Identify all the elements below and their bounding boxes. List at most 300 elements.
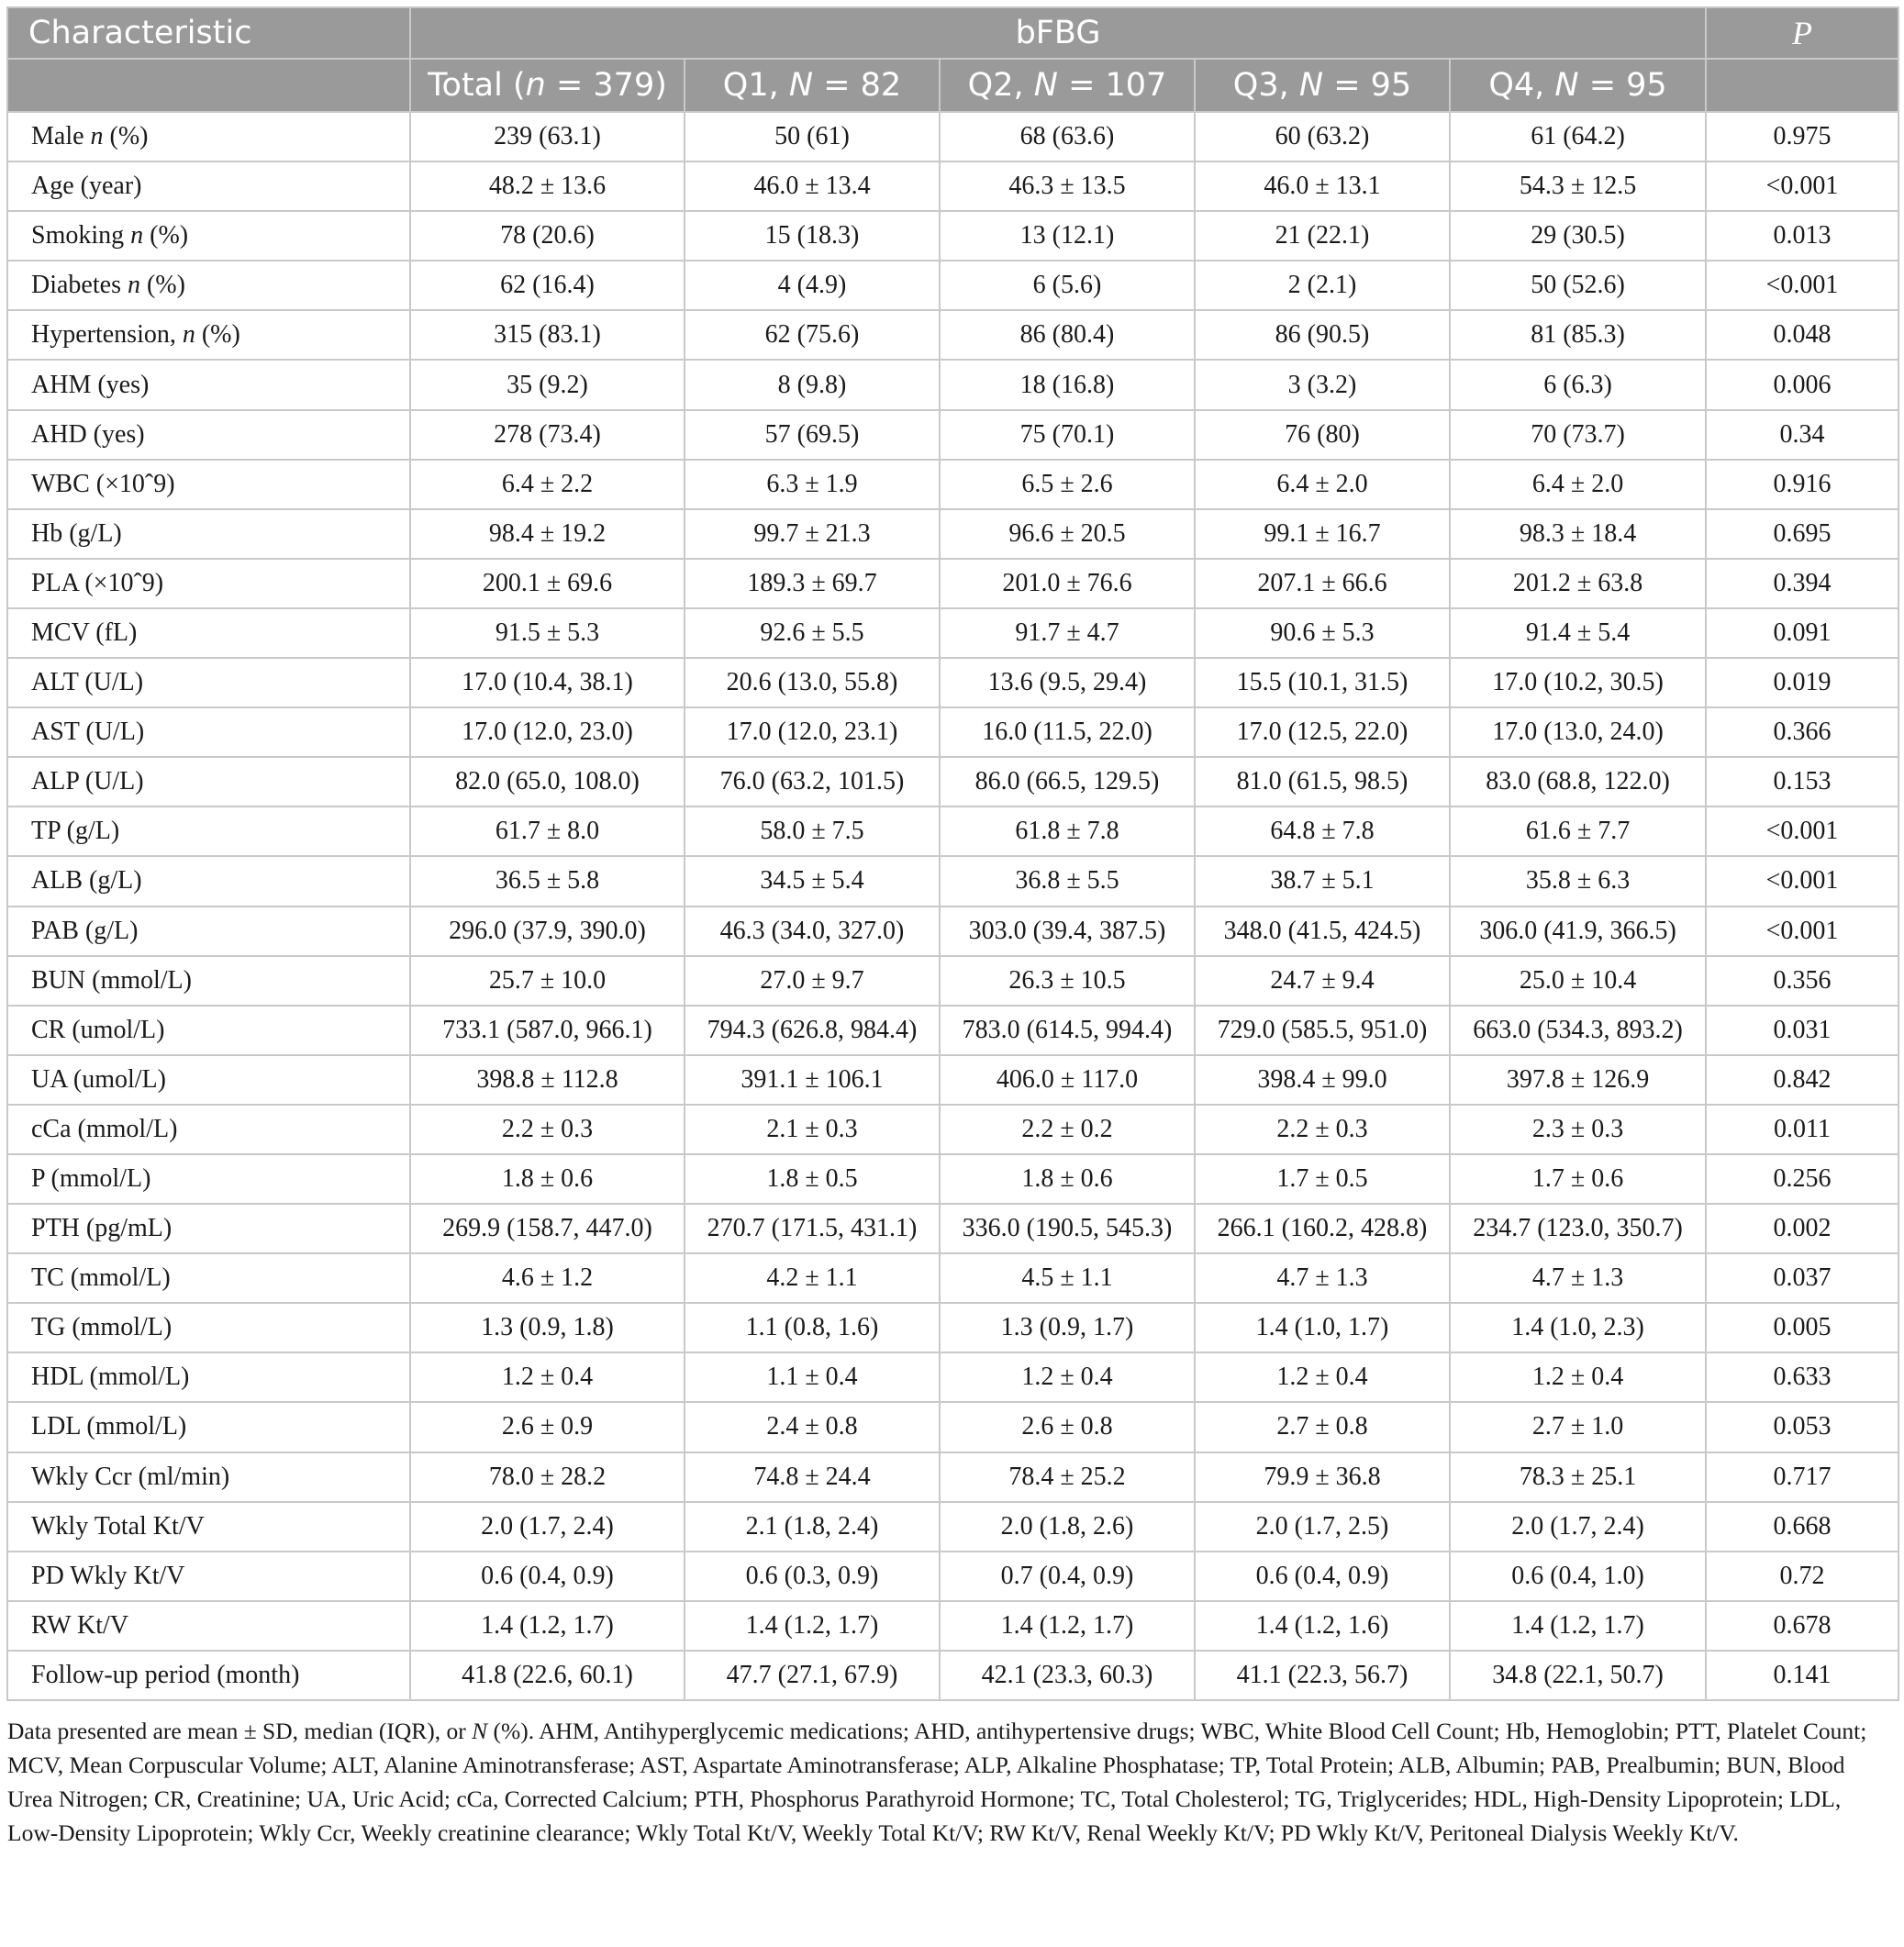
row-label: [7, 1502, 410, 1552]
row-label-text: MCV (fL): [31, 617, 138, 647]
row-label-text: HDL (mmol/L): [31, 1363, 190, 1392]
row-label-text: ALT (U/L): [31, 668, 144, 697]
cell-q1: 189.3 ± 69.7: [685, 559, 940, 608]
cell-q2: 13.6 (9.5, 29.4): [940, 658, 1195, 707]
table-row: [7, 1601, 1898, 1651]
row-label: [7, 1402, 410, 1452]
cell-total: 41.8 (22.6, 60.1): [410, 1651, 685, 1700]
cell-p-value: <0.001: [1706, 856, 1898, 906]
cell-q3: 2.7 ± 0.8: [1195, 1402, 1450, 1452]
table-row: [7, 261, 1898, 310]
cell-total: 733.1 (587.0, 966.1): [410, 1006, 685, 1055]
cell-q1: 6.3 ± 1.9: [685, 460, 940, 509]
column-header-q3: Q3, N = 95: [1195, 59, 1450, 112]
cell-total: 78.0 ± 28.2: [410, 1452, 685, 1502]
row-label-text: TC (mmol/L): [31, 1263, 171, 1293]
cell-total: 1.8 ± 0.6: [410, 1154, 685, 1204]
row-label-text: Follow-up period (month): [31, 1660, 300, 1689]
cell-p-value: 0.141: [1706, 1651, 1898, 1700]
cell-q3: 1.4 (1.2, 1.6): [1195, 1601, 1450, 1651]
cell-q2: 1.2 ± 0.4: [940, 1352, 1195, 1402]
cell-q1: 46.0 ± 13.4: [685, 161, 940, 211]
cell-total: 2.6 ± 0.9: [410, 1402, 685, 1452]
cell-q3: 2 (2.1): [1195, 261, 1450, 310]
table-row: [7, 460, 1898, 509]
cell-total: 4.6 ± 1.2: [410, 1253, 685, 1303]
row-label-text: CR (umol/L): [31, 1015, 165, 1044]
header-blank-cell: [1706, 59, 1898, 112]
cell-total: 239 (63.1): [410, 112, 685, 161]
row-label-text: AHM (yes): [31, 370, 150, 399]
cell-p-value: 0.975: [1706, 112, 1898, 161]
row-label-text: Wkly Total Kt/V: [31, 1511, 205, 1541]
cell-q4: 54.3 ± 12.5: [1450, 161, 1706, 211]
table-row: [7, 211, 1898, 261]
cell-q2: 78.4 ± 25.2: [940, 1452, 1195, 1502]
cell-q1: 1.4 (1.2, 1.7): [685, 1601, 940, 1651]
header-row-columns: [7, 59, 1898, 112]
cell-q1: 46.3 (34.0, 327.0): [685, 907, 940, 956]
cell-q1: 1.1 ± 0.4: [685, 1352, 940, 1402]
cell-q2: 303.0 (39.4, 387.5): [940, 907, 1195, 956]
row-label: [7, 1303, 410, 1352]
cell-q1: 50 (61): [685, 112, 940, 161]
cell-q2: 26.3 ± 10.5: [940, 956, 1195, 1006]
row-label: [7, 161, 410, 211]
cell-total: 200.1 ± 69.6: [410, 559, 685, 608]
cell-p-value: 0.006: [1706, 360, 1898, 409]
cell-q4: 61.6 ± 7.7: [1450, 807, 1706, 856]
cell-total: 1.3 (0.9, 1.8): [410, 1303, 685, 1352]
row-label: [7, 509, 410, 559]
row-label-italic: n: [127, 271, 140, 300]
cell-q3: 398.4 ± 99.0: [1195, 1055, 1450, 1105]
cell-q4: 91.4 ± 5.4: [1450, 608, 1706, 658]
row-label: [7, 1006, 410, 1055]
cell-q2: 336.0 (190.5, 545.3): [940, 1204, 1195, 1253]
row-label-italic: n: [182, 320, 195, 350]
table-row: [7, 310, 1898, 360]
cell-q2: 86 (80.4): [940, 310, 1195, 360]
table-row: [7, 559, 1898, 608]
table-row: [7, 112, 1898, 161]
cell-total: 36.5 ± 5.8: [410, 856, 685, 906]
cell-q3: 46.0 ± 13.1: [1195, 161, 1450, 211]
cell-q1: 57 (69.5): [685, 410, 940, 460]
cell-q2: 1.4 (1.2, 1.7): [940, 1601, 1195, 1651]
table-row: [7, 956, 1898, 1006]
table-row: [7, 1105, 1898, 1154]
cell-q1: 2.1 ± 0.3: [685, 1105, 940, 1154]
table-row: [7, 856, 1898, 906]
row-label: [7, 707, 410, 757]
cell-p-value: 0.005: [1706, 1303, 1898, 1352]
cell-q4: 397.8 ± 126.9: [1450, 1055, 1706, 1105]
cell-q2: 96.6 ± 20.5: [940, 509, 1195, 559]
row-label-text: AHD (yes): [31, 419, 145, 449]
cell-p-value: 0.34: [1706, 410, 1898, 460]
row-label-text: TG (mmol/L): [31, 1313, 173, 1342]
header-blank-cell: [7, 59, 410, 112]
cell-p-value: 0.037: [1706, 1253, 1898, 1303]
table-row: [7, 161, 1898, 211]
cell-total: 2.0 (1.7, 2.4): [410, 1502, 685, 1552]
cell-total: 1.4 (1.2, 1.7): [410, 1601, 685, 1651]
cell-q4: 61 (64.2): [1450, 112, 1706, 161]
cell-q2: 18 (16.8): [940, 360, 1195, 409]
table-row: [7, 1502, 1898, 1552]
cell-total: 6.4 ± 2.2: [410, 460, 685, 509]
cell-q4: 17.0 (10.2, 30.5): [1450, 658, 1706, 707]
cell-q1: 34.5 ± 5.4: [685, 856, 940, 906]
row-label-text: ALP (U/L): [31, 767, 144, 796]
cell-q4: 2.0 (1.7, 2.4): [1450, 1502, 1706, 1552]
cell-q4: 17.0 (13.0, 24.0): [1450, 707, 1706, 757]
cell-q3: 86 (90.5): [1195, 310, 1450, 360]
row-label-text: Hb (g/L): [31, 518, 122, 548]
cell-p-value: 0.717: [1706, 1452, 1898, 1502]
row-label: [7, 807, 410, 856]
row-label: [7, 757, 410, 807]
group-header: bFBG: [410, 7, 1706, 59]
cell-q1: 62 (75.6): [685, 310, 940, 360]
table-container: [6, 6, 1898, 1850]
cell-q2: 86.0 (66.5, 129.5): [940, 757, 1195, 807]
table-row: [7, 1552, 1898, 1601]
cell-p-value: <0.001: [1706, 907, 1898, 956]
cell-p-value: 0.048: [1706, 310, 1898, 360]
table-row: [7, 757, 1898, 807]
cell-p-value: 0.031: [1706, 1006, 1898, 1055]
cell-total: 78 (20.6): [410, 211, 685, 261]
row-label: [7, 1105, 410, 1154]
characteristic-header: Characteristic: [7, 7, 410, 59]
row-label-text: P (mmol/L): [31, 1164, 151, 1194]
cell-q1: 8 (9.8): [685, 360, 940, 409]
cell-q3: 60 (63.2): [1195, 112, 1450, 161]
cell-q3: 1.2 ± 0.4: [1195, 1352, 1450, 1402]
cell-total: 62 (16.4): [410, 261, 685, 310]
cell-q1: 99.7 ± 21.3: [685, 509, 940, 559]
row-label-text: RW Kt/V: [31, 1610, 129, 1640]
table-row: [7, 707, 1898, 757]
cell-q4: 81 (85.3): [1450, 310, 1706, 360]
cell-p-value: 0.013: [1706, 211, 1898, 261]
row-label-text: LDL (mmol/L): [31, 1412, 187, 1441]
table-row: [7, 658, 1898, 707]
cell-p-value: <0.001: [1706, 261, 1898, 310]
cell-q4: 1.4 (1.0, 2.3): [1450, 1303, 1706, 1352]
cell-q4: 306.0 (41.9, 366.5): [1450, 907, 1706, 956]
cell-q2: 6.5 ± 2.6: [940, 460, 1195, 509]
cell-p-value: 0.002: [1706, 1204, 1898, 1253]
cell-q3: 24.7 ± 9.4: [1195, 956, 1450, 1006]
cell-q3: 21 (22.1): [1195, 211, 1450, 261]
row-label-text: UA (umol/L): [31, 1064, 166, 1094]
row-label-text: WBC (×10ˆ9): [31, 469, 175, 498]
cell-p-value: 0.633: [1706, 1352, 1898, 1402]
row-label-unit: (%): [103, 122, 149, 151]
cell-q1: 1.1 (0.8, 1.6): [685, 1303, 940, 1352]
table-row: [7, 1055, 1898, 1105]
cell-q3: 99.1 ± 16.7: [1195, 509, 1450, 559]
row-label: [7, 1552, 410, 1601]
cell-p-value: 0.356: [1706, 956, 1898, 1006]
cell-q4: 1.7 ± 0.6: [1450, 1154, 1706, 1204]
cell-q1: 47.7 (27.1, 67.9): [685, 1651, 940, 1700]
row-label-text: PD Wkly Kt/V: [31, 1561, 185, 1590]
cell-total: 17.0 (12.0, 23.0): [410, 707, 685, 757]
table-row: [7, 360, 1898, 409]
cell-q3: 76 (80): [1195, 410, 1450, 460]
cell-q4: 78.3 ± 25.1: [1450, 1452, 1706, 1502]
cell-total: 398.8 ± 112.8: [410, 1055, 685, 1105]
cell-q1: 74.8 ± 24.4: [685, 1452, 940, 1502]
table-row: [7, 1006, 1898, 1055]
table-row: [7, 608, 1898, 658]
cell-q2: 68 (63.6): [940, 112, 1195, 161]
cell-q4: 29 (30.5): [1450, 211, 1706, 261]
cell-total: 296.0 (37.9, 390.0): [410, 907, 685, 956]
cell-q2: 201.0 ± 76.6: [940, 559, 1195, 608]
cell-q3: 266.1 (160.2, 428.8): [1195, 1204, 1450, 1253]
cell-q3: 38.7 ± 5.1: [1195, 856, 1450, 906]
row-label: [7, 261, 410, 310]
cell-q4: 34.8 (22.1, 50.7): [1450, 1651, 1706, 1700]
cell-q2: 406.0 ± 117.0: [940, 1055, 1195, 1105]
row-label: [7, 211, 410, 261]
row-label: [7, 956, 410, 1006]
cell-p-value: 0.153: [1706, 757, 1898, 807]
table-row: [7, 1303, 1898, 1352]
cell-q3: 3 (3.2): [1195, 360, 1450, 409]
cell-q2: 4.5 ± 1.1: [940, 1253, 1195, 1303]
cell-p-value: 0.916: [1706, 460, 1898, 509]
cell-p-value: 0.366: [1706, 707, 1898, 757]
row-label: [7, 559, 410, 608]
cell-q3: 4.7 ± 1.3: [1195, 1253, 1450, 1303]
row-label-text: cCa (mmol/L): [31, 1114, 178, 1143]
row-label: [7, 410, 410, 460]
column-header-total: Total (n = 379): [410, 59, 685, 112]
row-label-text: TP (g/L): [31, 817, 120, 846]
table-row: [7, 907, 1898, 956]
cell-total: 2.2 ± 0.3: [410, 1105, 685, 1154]
cell-q2: 2.0 (1.8, 2.6): [940, 1502, 1195, 1552]
cell-q3: 17.0 (12.5, 22.0): [1195, 707, 1450, 757]
cell-q1: 2.4 ± 0.8: [685, 1402, 940, 1452]
cell-q4: 6 (6.3): [1450, 360, 1706, 409]
cell-p-value: <0.001: [1706, 161, 1898, 211]
cell-total: 269.9 (158.7, 447.0): [410, 1204, 685, 1253]
table-footnote: Data presented are mean ± SD, median (IQR), or N (%). AHM, Antihyperglycemic medications; AHD, antihypertensive drugs; WBC, White Blood Cell Count; Hb, Hemoglobin; PTT, Platelet Count; MCV, Mean Corpuscular Volume; ALT, Alanine Aminotransferase; AST, Aspartate Aminotransferase; ALP, Alkaline Phosphatase; TP, Total Protein; ALB, Albumin; PAB, Prealbumin; BUN, Blood Urea Nitrogen; CR, Creatinine; UA, Uric Acid; cCa, Corrected Calcium; PTH, Phosphorus Parathyroid Hormone; TC, Total Cholesterol; TG, Triglycerides; HDL, High-Density Lipoprotein; LDL, Low-Density Lipoprotein; Wkly Ccr, Weekly creatinine clearance; Wkly Total Kt/V, Weekly Total Kt/V; RW Kt/V, Renal Weekly Kt/V; PD Wkly Kt/V, Peritoneal Dialysis Weekly Kt/V.: [7, 1718, 1867, 1846]
cell-q2: 13 (12.1): [940, 211, 1195, 261]
table-row: [7, 1402, 1898, 1452]
row-label-text: Male: [31, 122, 84, 151]
cell-q4: 2.7 ± 1.0: [1450, 1402, 1706, 1452]
cell-q4: 234.7 (123.0, 350.7): [1450, 1204, 1706, 1253]
cell-q3: 64.8 ± 7.8: [1195, 807, 1450, 856]
cell-q4: 1.2 ± 0.4: [1450, 1352, 1706, 1402]
row-label: [7, 1651, 410, 1700]
row-label-italic: n: [90, 122, 104, 151]
cell-q1: 270.7 (171.5, 431.1): [685, 1204, 940, 1253]
cell-q3: 1.4 (1.0, 1.7): [1195, 1303, 1450, 1352]
cell-q1: 1.8 ± 0.5: [685, 1154, 940, 1204]
cell-p-value: 0.394: [1706, 559, 1898, 608]
cell-q1: 92.6 ± 5.5: [685, 608, 940, 658]
cell-p-value: 0.678: [1706, 1601, 1898, 1651]
cell-q2: 783.0 (614.5, 994.4): [940, 1006, 1195, 1055]
row-label: [7, 310, 410, 360]
cell-p-value: 0.256: [1706, 1154, 1898, 1204]
cell-total: 48.2 ± 13.6: [410, 161, 685, 211]
row-label: [7, 1154, 410, 1204]
cell-p-value: 0.019: [1706, 658, 1898, 707]
cell-p-value: 0.842: [1706, 1055, 1898, 1105]
cell-q2: 46.3 ± 13.5: [940, 161, 1195, 211]
cell-q1: 15 (18.3): [685, 211, 940, 261]
cell-q2: 1.8 ± 0.6: [940, 1154, 1195, 1204]
cell-q4: 25.0 ± 10.4: [1450, 956, 1706, 1006]
row-label: [7, 608, 410, 658]
cell-total: 1.2 ± 0.4: [410, 1352, 685, 1402]
row-label: [7, 1601, 410, 1651]
table-row: [7, 1253, 1898, 1303]
cell-total: 315 (83.1): [410, 310, 685, 360]
cell-total: 91.5 ± 5.3: [410, 608, 685, 658]
cell-q3: 729.0 (585.5, 951.0): [1195, 1006, 1450, 1055]
row-label: [7, 1452, 410, 1502]
table-row: [7, 807, 1898, 856]
cell-q3: 348.0 (41.5, 424.5): [1195, 907, 1450, 956]
cell-p-value: <0.001: [1706, 807, 1898, 856]
table-row: [7, 410, 1898, 460]
row-label-unit: (%): [195, 320, 240, 350]
cell-p-value: 0.091: [1706, 608, 1898, 658]
cell-q1: 0.6 (0.3, 0.9): [685, 1552, 940, 1601]
cell-q3: 2.2 ± 0.3: [1195, 1105, 1450, 1154]
cell-q2: 42.1 (23.3, 60.3): [940, 1651, 1195, 1700]
cell-q2: 0.7 (0.4, 0.9): [940, 1552, 1195, 1601]
cell-q1: 76.0 (63.2, 101.5): [685, 757, 940, 807]
row-label: [7, 112, 410, 161]
row-label-text: ALB (g/L): [31, 866, 142, 896]
cell-total: 98.4 ± 19.2: [410, 509, 685, 559]
row-label: [7, 856, 410, 906]
row-label: [7, 1253, 410, 1303]
column-header-q1: Q1, N = 82: [685, 59, 940, 112]
cell-q3: 41.1 (22.3, 56.7): [1195, 1651, 1450, 1700]
cell-q2: 2.2 ± 0.2: [940, 1105, 1195, 1154]
cell-q4: 2.3 ± 0.3: [1450, 1105, 1706, 1154]
cell-q4: 35.8 ± 6.3: [1450, 856, 1706, 906]
cell-q2: 91.7 ± 4.7: [940, 608, 1195, 658]
row-label-text: PLA (×10ˆ9): [31, 568, 164, 597]
cell-p-value: 0.695: [1706, 509, 1898, 559]
cell-q3: 0.6 (0.4, 0.9): [1195, 1552, 1450, 1601]
cell-q1: 27.0 ± 9.7: [685, 956, 940, 1006]
cell-q4: 83.0 (68.8, 122.0): [1450, 757, 1706, 807]
cell-total: 61.7 ± 8.0: [410, 807, 685, 856]
cell-total: 82.0 (65.0, 108.0): [410, 757, 685, 807]
cell-q4: 98.3 ± 18.4: [1450, 509, 1706, 559]
header-row-top: [7, 7, 1898, 59]
cell-q4: 4.7 ± 1.3: [1450, 1253, 1706, 1303]
row-label: [7, 1204, 410, 1253]
table-header: [7, 7, 1898, 112]
cell-q2: 1.3 (0.9, 1.7): [940, 1303, 1195, 1352]
table-row: [7, 1154, 1898, 1204]
cell-q4: 1.4 (1.2, 1.7): [1450, 1601, 1706, 1651]
row-label: [7, 460, 410, 509]
cell-total: 278 (73.4): [410, 410, 685, 460]
row-label: [7, 1055, 410, 1105]
row-label: [7, 658, 410, 707]
cell-q1: 20.6 (13.0, 55.8): [685, 658, 940, 707]
cell-q4: 50 (52.6): [1450, 261, 1706, 310]
cell-q3: 2.0 (1.7, 2.5): [1195, 1502, 1450, 1552]
column-header-q2: Q2, N = 107: [940, 59, 1195, 112]
cell-q4: 663.0 (534.3, 893.2): [1450, 1006, 1706, 1055]
row-label-text: PAB (g/L): [31, 916, 139, 945]
cell-q1: 2.1 (1.8, 2.4): [685, 1502, 940, 1552]
table-body: [7, 112, 1898, 1700]
row-label-text: PTH (pg/mL): [31, 1214, 173, 1243]
column-header-q4: Q4, N = 95: [1450, 59, 1706, 112]
cell-q2: 2.6 ± 0.8: [940, 1402, 1195, 1452]
cell-q1: 17.0 (12.0, 23.1): [685, 707, 940, 757]
row-label-italic: n: [130, 221, 144, 250]
row-label-text: BUN (mmol/L): [31, 965, 192, 995]
table-row: [7, 509, 1898, 559]
cell-q2: 6 (5.6): [940, 261, 1195, 310]
cell-p-value: 0.011: [1706, 1105, 1898, 1154]
cell-q3: 207.1 ± 66.6: [1195, 559, 1450, 608]
cell-q1: 391.1 ± 106.1: [685, 1055, 940, 1105]
table-row: [7, 1204, 1898, 1253]
row-label-text: AST (U/L): [31, 718, 145, 747]
row-label-unit: (%): [143, 221, 189, 250]
characteristics-table: [6, 6, 1899, 1701]
cell-q4: 6.4 ± 2.0: [1450, 460, 1706, 509]
cell-q2: 61.8 ± 7.8: [940, 807, 1195, 856]
cell-q4: 0.6 (0.4, 1.0): [1450, 1552, 1706, 1601]
cell-q3: 1.7 ± 0.5: [1195, 1154, 1450, 1204]
cell-q2: 75 (70.1): [940, 410, 1195, 460]
cell-q4: 201.2 ± 63.8: [1450, 559, 1706, 608]
cell-q3: 81.0 (61.5, 98.5): [1195, 757, 1450, 807]
row-label-text: Age (year): [31, 172, 142, 201]
cell-total: 25.7 ± 10.0: [410, 956, 685, 1006]
cell-q1: 58.0 ± 7.5: [685, 807, 940, 856]
table-row: [7, 1352, 1898, 1402]
cell-p-value: 0.668: [1706, 1502, 1898, 1552]
cell-q2: 16.0 (11.5, 22.0): [940, 707, 1195, 757]
table-row: [7, 1452, 1898, 1502]
cell-p-value: 0.053: [1706, 1402, 1898, 1452]
p-value-header: P: [1706, 7, 1898, 59]
row-label-text: Hypertension,: [31, 320, 176, 350]
cell-total: 17.0 (10.4, 38.1): [410, 658, 685, 707]
cell-q3: 15.5 (10.1, 31.5): [1195, 658, 1450, 707]
cell-q1: 794.3 (626.8, 984.4): [685, 1006, 940, 1055]
cell-q3: 90.6 ± 5.3: [1195, 608, 1450, 658]
cell-p-value: 0.72: [1706, 1552, 1898, 1601]
cell-total: 0.6 (0.4, 0.9): [410, 1552, 685, 1601]
cell-q2: 36.8 ± 5.5: [940, 856, 1195, 906]
row-label-text: Smoking: [31, 221, 125, 250]
